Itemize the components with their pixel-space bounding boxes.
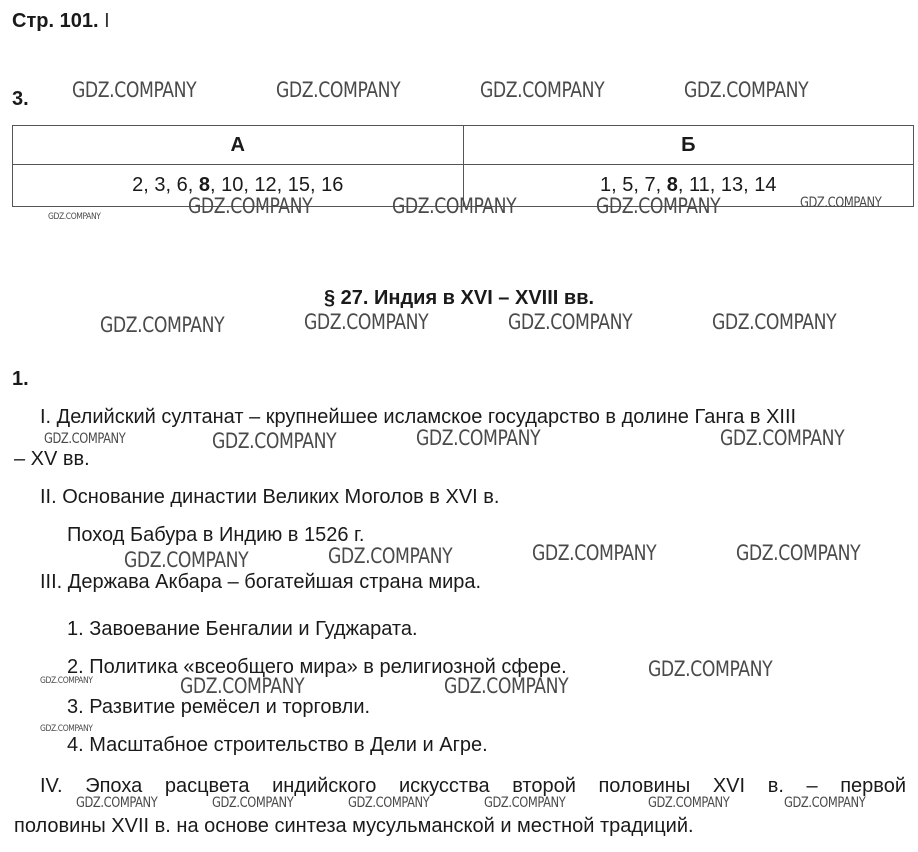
watermark: GDZ.COMPANY	[416, 426, 541, 450]
table-header-row	[13, 126, 914, 165]
watermark: GDZ.COMPANY	[44, 431, 126, 447]
watermark: GDZ.COMPANY	[76, 795, 158, 811]
watermark: GDZ.COMPANY	[328, 544, 453, 568]
outline-item-3-sub-1: 1. Завоевание Бенгалии и Гуджарата.	[67, 618, 418, 640]
outline-item-1-line-1: I. Делийский султанат – крупнейшее исламское государство в долине Ганга в XIII	[40, 406, 797, 428]
page-number: Стр. 101.	[12, 10, 99, 32]
watermark: GDZ.COMPANY	[596, 194, 721, 218]
watermark: GDZ.COMPANY	[276, 78, 401, 102]
outline-item-3: III. Держава Акбара – богатейшая страна мира.	[40, 571, 482, 593]
outline-item-2-sub: Поход Бабура в Индию в 1526 г.	[67, 524, 365, 546]
page-label	[12, 10, 110, 33]
watermark: GDZ.COMPANY	[188, 194, 313, 218]
text-cursor: I	[104, 10, 110, 32]
watermark: GDZ.COMPANY	[484, 795, 566, 811]
task-number: 3.	[12, 88, 29, 110]
cell-b-text-start: 1, 5, 7,	[600, 174, 667, 196]
watermark: GDZ.COMPANY	[212, 795, 294, 811]
outline-item-3-sub-3: 3. Развитие ремёсел и торговли.	[67, 696, 371, 718]
watermark: GDZ.COMPANY	[648, 795, 730, 811]
outline-item-3-sub-4: 4. Масштабное строительство в Дели и Агре.	[67, 734, 488, 756]
column-header-a: А	[13, 126, 464, 165]
watermark: GDZ.COMPANY	[532, 541, 657, 565]
watermark: GDZ.COMPANY	[648, 657, 773, 681]
watermark: GDZ.COMPANY	[712, 310, 837, 334]
watermark: GDZ.COMPANY	[100, 313, 225, 337]
watermark: GDZ.COMPANY	[48, 212, 101, 222]
task-number: 1.	[12, 368, 29, 390]
watermark: GDZ.COMPANY	[736, 541, 861, 565]
watermark: GDZ.COMPANY	[392, 194, 517, 218]
cell-a-bold-value: 8	[198, 174, 210, 196]
watermark: GDZ.COMPANY	[480, 78, 605, 102]
watermark: GDZ.COMPANY	[800, 195, 882, 211]
watermark: GDZ.COMPANY	[180, 674, 305, 698]
watermark: GDZ.COMPANY	[784, 795, 866, 811]
column-header-b: Б	[463, 126, 914, 165]
outline-item-1-line-2: – XV вв.	[14, 448, 90, 470]
watermark: GDZ.COMPANY	[72, 78, 197, 102]
watermark: GDZ.COMPANY	[720, 426, 845, 450]
watermark: GDZ.COMPANY	[348, 795, 430, 811]
cell-b-text-end: , 11, 13, 14	[677, 174, 777, 196]
cell-a-text-end: , 10, 12, 15, 16	[209, 174, 344, 196]
watermark: GDZ.COMPANY	[212, 429, 337, 453]
watermark: GDZ.COMPANY	[40, 724, 93, 734]
watermark: GDZ.COMPANY	[304, 310, 429, 334]
section-title: § 27. Индия в XVI – XVIII вв.	[323, 287, 595, 309]
watermark: GDZ.COMPANY	[124, 548, 249, 572]
watermark: GDZ.COMPANY	[40, 676, 93, 686]
cell-a-text-start: 2, 3, 6,	[132, 174, 199, 196]
outline-item-3-sub-2: 2. Политика «всеобщего мира» в религиозной сфере.	[67, 656, 567, 678]
watermark: GDZ.COMPANY	[444, 674, 569, 698]
watermark: GDZ.COMPANY	[508, 310, 633, 334]
cell-b-bold-value: 8	[666, 174, 678, 196]
watermark: GDZ.COMPANY	[684, 78, 809, 102]
outline-item-4-line-2: половины XVII в. на основе синтеза мусульманской и местной традиций.	[14, 815, 694, 837]
outline-item-2: II. Основание династии Великих Моголов в XVI в.	[40, 486, 500, 508]
outline-item-4-line-1: IV. Эпоха расцвета индийского искусства второй половины XVI в. – первой	[40, 775, 906, 797]
